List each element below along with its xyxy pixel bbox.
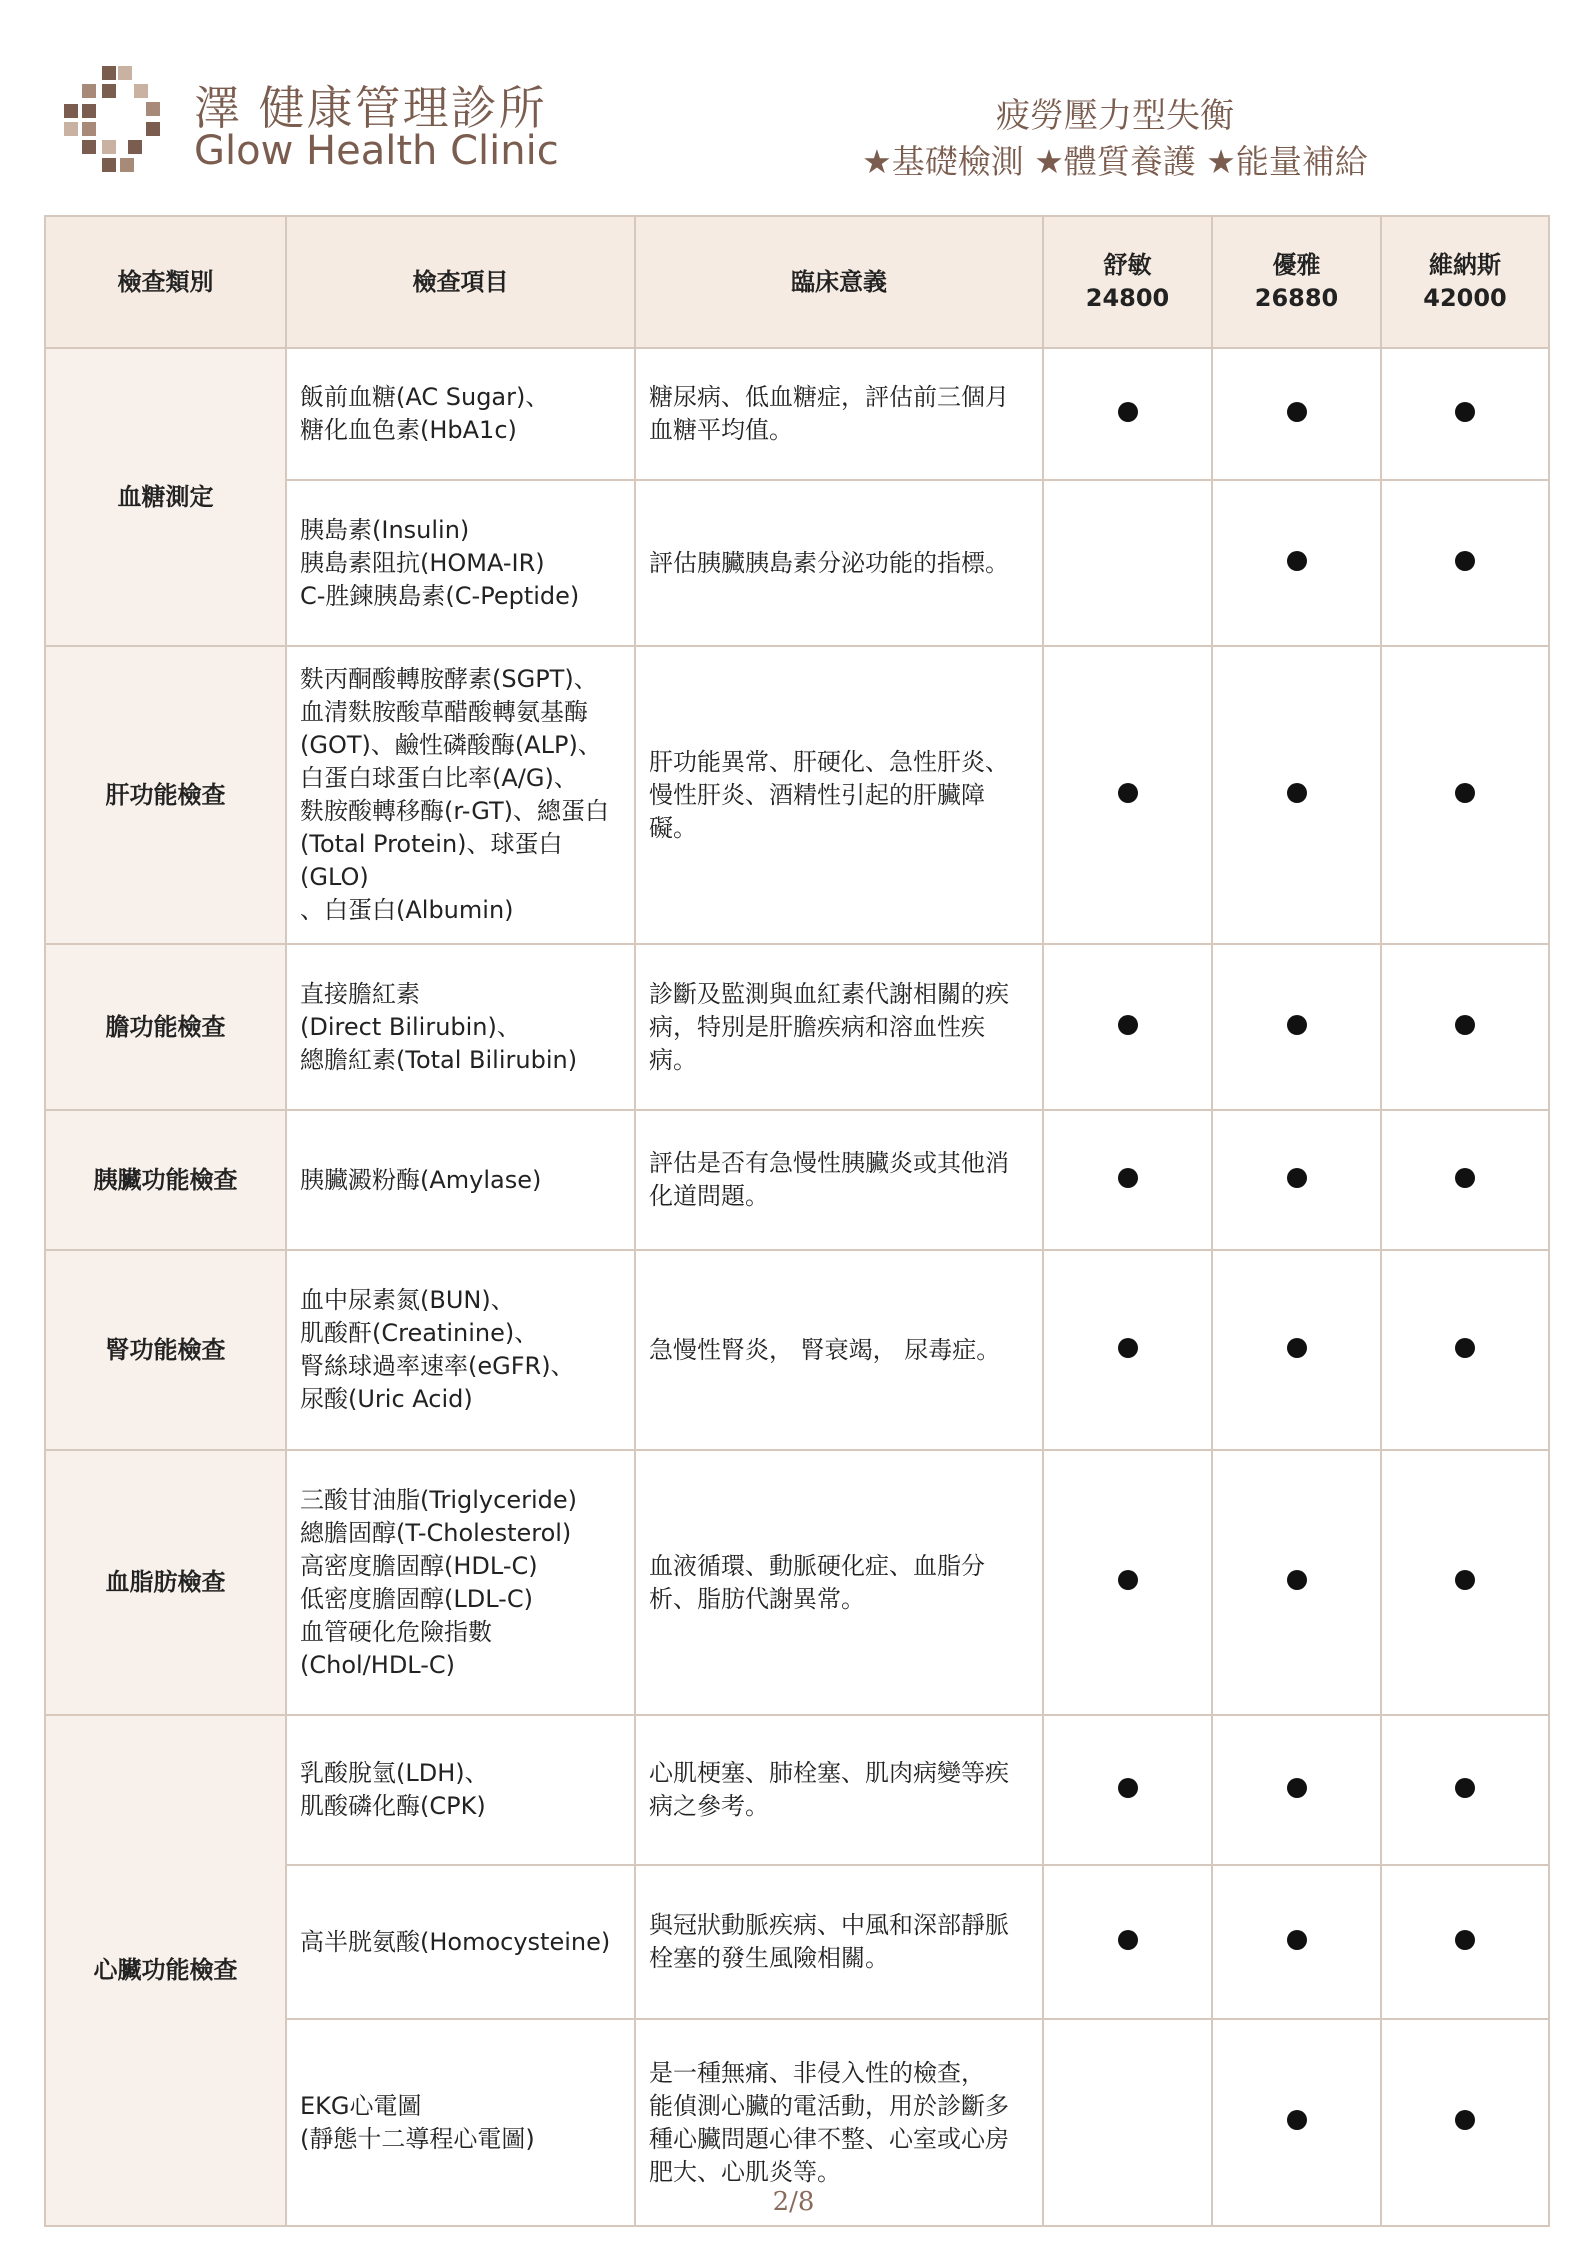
meaning-line: 是一種無痛、非侵入性的檢查， — [649, 2058, 985, 2087]
included-dot-icon — [1118, 783, 1138, 803]
table-row — [45, 1250, 1549, 1450]
included-dot-icon — [1118, 1930, 1138, 1950]
plan-price: 24800 — [1085, 284, 1170, 312]
included-dot-icon — [1287, 1338, 1307, 1358]
page-number: 2/8 — [772, 2187, 815, 2217]
plan-cell — [1381, 348, 1549, 480]
meaning-cell — [635, 1450, 1043, 1715]
table-row — [45, 1450, 1549, 1715]
plan-cell — [1043, 1450, 1212, 1715]
included-dot-icon — [1118, 1015, 1138, 1035]
meaning-line: 急慢性腎炎， 腎衰竭， 尿毒症。 — [649, 1335, 1001, 1364]
plan-name: 舒敏 — [1103, 251, 1152, 279]
column-header-category: 檢查類別 — [45, 216, 286, 348]
table-row — [45, 646, 1549, 944]
meaning-line: 評估胰臟胰島素分泌功能的指標。 — [649, 548, 1009, 577]
item-line: 乳酸脫氫(LDH)、 — [300, 1759, 489, 1787]
meaning-line: 病，特別是肝膽疾病和溶血性疾 — [649, 1012, 985, 1041]
meaning-line: 能偵測心臟的電活動，用於診斷多 — [649, 2091, 1009, 2120]
category-cell: 膽功能檢查 — [45, 944, 286, 1110]
meaning-line: 血液循環、動脈硬化症、血脂分 — [649, 1551, 985, 1580]
meaning-line: 糖尿病、低血糖症，評估前三個月 — [649, 383, 1009, 411]
item-line: 飯前血糖(AC Sugar)、 — [300, 383, 550, 411]
plan-cell — [1381, 1110, 1549, 1250]
included-dot-icon — [1287, 402, 1307, 422]
meaning-line: 種心臟問題心律不整、心室或心房 — [649, 2124, 1009, 2153]
table-header-row — [45, 216, 1549, 348]
plan-cell — [1043, 1250, 1212, 1450]
included-dot-icon — [1455, 1778, 1475, 1798]
meaning-line: 心肌梗塞、肺栓塞、肌肉病變等疾 — [649, 1759, 1009, 1787]
included-dot-icon — [1455, 1168, 1475, 1188]
item-line: 直接膽紅素 — [300, 979, 420, 1008]
meaning-line: 血糖平均值。 — [649, 416, 793, 444]
exam-table — [44, 215, 1550, 2227]
item-line: 總膽固醇(T-Cholesterol) — [300, 1518, 572, 1547]
table-row — [45, 1715, 1549, 1865]
item-cell — [286, 1250, 635, 1450]
included-dot-icon — [1455, 402, 1475, 422]
plan-cell — [1212, 1715, 1381, 1865]
included-dot-icon — [1287, 2110, 1307, 2130]
plan-cell — [1043, 348, 1212, 480]
item-line: (Total Protein)、球蛋白(GLO) — [300, 830, 563, 891]
item-line: 血清麩胺酸草醋酸轉氨基酶 — [300, 698, 588, 726]
category-cell: 肝功能檢查 — [45, 646, 286, 944]
included-dot-icon — [1118, 1168, 1138, 1188]
plan-cell — [1212, 1865, 1381, 2019]
item-line: 血管硬化危險指數 — [300, 1617, 492, 1646]
item-cell — [286, 944, 635, 1110]
item-line: 血中尿素氮(BUN)、 — [300, 1286, 515, 1314]
plan-name: 優雅 — [1272, 251, 1321, 279]
meaning-cell — [635, 480, 1043, 646]
table-row — [45, 1110, 1549, 1250]
item-line: 總膽紅素(Total Bilirubin) — [300, 1045, 578, 1074]
item-line: 麩丙酮酸轉胺酵素(SGPT)、 — [300, 665, 598, 693]
item-line: 低密度膽固醇(LDL-C) — [300, 1584, 533, 1613]
included-dot-icon — [1455, 1570, 1475, 1590]
meaning-line: 栓塞的發生風險相關。 — [649, 1944, 889, 1972]
category-cell: 心臟功能檢查 — [45, 1715, 286, 2226]
plan-cell — [1381, 480, 1549, 646]
meaning-cell — [635, 646, 1043, 944]
column-header-meaning: 臨床意義 — [635, 216, 1043, 348]
item-cell — [286, 1450, 635, 1715]
included-dot-icon — [1118, 1570, 1138, 1590]
plan-cell — [1212, 646, 1381, 944]
document-title: 疲勞壓力型失衡 — [996, 96, 1234, 136]
included-dot-icon — [1287, 783, 1307, 803]
plan-cell — [1212, 1110, 1381, 1250]
column-header-plan — [1043, 216, 1212, 348]
item-line: (GOT)、鹼性磷酸酶(ALP)、 — [300, 731, 602, 759]
included-dot-icon — [1287, 1778, 1307, 1798]
included-dot-icon — [1455, 551, 1475, 571]
plan-cell — [1381, 1450, 1549, 1715]
included-dot-icon — [1287, 1570, 1307, 1590]
meaning-line: 肝功能異常、肝硬化、急性肝炎、 — [649, 747, 1009, 776]
plan-cell — [1381, 646, 1549, 944]
brand-name-chinese: 澤 健康管理診所 — [194, 81, 547, 135]
item-line: 三酸甘油脂(Triglyceride) — [300, 1485, 577, 1514]
plan-cell — [1043, 944, 1212, 1110]
meaning-cell — [635, 1250, 1043, 1450]
item-line: 、白蛋白(Albumin) — [300, 896, 514, 924]
plan-cell — [1212, 944, 1381, 1110]
plan-price: 26880 — [1254, 284, 1339, 312]
included-dot-icon — [1287, 1168, 1307, 1188]
meaning-cell — [635, 1715, 1043, 1865]
included-dot-icon — [1287, 1015, 1307, 1035]
meaning-line: 病之參考。 — [649, 1792, 769, 1820]
included-dot-icon — [1287, 551, 1307, 571]
item-line: 胰臟澱粉酶(Amylase) — [300, 1165, 542, 1194]
meaning-cell — [635, 348, 1043, 480]
column-header-item: 檢查項目 — [286, 216, 635, 348]
item-line: 白蛋白球蛋白比率(A/G)、 — [300, 764, 578, 792]
category-cell: 血脂肪檢查 — [45, 1450, 286, 1715]
meaning-cell — [635, 944, 1043, 1110]
meaning-line: 析、脂肪代謝異常。 — [649, 1584, 865, 1613]
plan-cell — [1212, 1450, 1381, 1715]
included-dot-icon — [1455, 1930, 1475, 1950]
meaning-line: 診斷及監測與血紅素代謝相關的疾 — [649, 979, 1009, 1008]
item-cell — [286, 646, 635, 944]
item-cell — [286, 348, 635, 480]
plan-cell — [1212, 348, 1381, 480]
plan-cell — [1381, 1250, 1549, 1450]
item-line: 麩胺酸轉移酶(r-GT)、總蛋白 — [300, 797, 609, 825]
item-line: 高密度膽固醇(HDL-C) — [300, 1551, 538, 1580]
meaning-line: 慢性肝炎、酒精性引起的肝臟障 — [649, 780, 985, 809]
item-cell — [286, 1865, 635, 2019]
item-line: 糖化血色素(HbA1c) — [300, 416, 517, 444]
included-dot-icon — [1118, 1778, 1138, 1798]
cross-squares-logo-icon — [62, 64, 174, 176]
item-line: EKG心電圖 — [300, 2091, 422, 2120]
included-dot-icon — [1118, 402, 1138, 422]
table-row — [45, 348, 1549, 480]
item-line: 尿酸(Uric Acid) — [300, 1385, 473, 1413]
item-line: C-胜鍊胰島素(C-Peptide) — [300, 581, 580, 610]
meaning-line: 礙。 — [649, 813, 697, 842]
item-line: 肌酸酐(Creatinine)、 — [300, 1319, 539, 1347]
plan-cell — [1043, 480, 1212, 646]
item-line: (靜態十二導程心電圖) — [300, 2124, 535, 2153]
plan-name: 維納斯 — [1429, 251, 1501, 279]
plan-cell — [1381, 944, 1549, 1110]
plan-cell — [1043, 646, 1212, 944]
plan-cell — [1043, 1715, 1212, 1865]
item-line: 胰島素(Insulin) — [300, 515, 470, 544]
plan-cell — [1381, 1715, 1549, 1865]
meaning-cell — [635, 1865, 1043, 2019]
category-cell: 血糖測定 — [45, 348, 286, 646]
meaning-line: 與冠狀動脈疾病、中風和深部靜脈 — [649, 1911, 1009, 1939]
plan-cell — [1381, 1865, 1549, 2019]
meaning-line: 評估是否有急慢性胰臟炎或其他消 — [649, 1149, 1009, 1177]
plan-price: 42000 — [1423, 284, 1507, 312]
column-header-plan — [1381, 216, 1549, 348]
item-line: (Direct Bilirubin)、 — [300, 1012, 521, 1041]
document-subtitle: ★基礎檢測 ★體質養護 ★能量補給 — [862, 142, 1368, 181]
item-cell — [286, 480, 635, 646]
included-dot-icon — [1455, 1338, 1475, 1358]
plan-cell — [1043, 1110, 1212, 1250]
brand-name-english: Glow Health Clinic — [194, 128, 559, 174]
meaning-line: 化道問題。 — [649, 1182, 769, 1210]
table-row — [45, 944, 1549, 1110]
item-line: 胰島素阻抗(HOMA-IR) — [300, 548, 545, 577]
item-line: 腎絲球過率速率(eGFR)、 — [300, 1352, 575, 1380]
plan-cell — [1212, 1250, 1381, 1450]
included-dot-icon — [1455, 1015, 1475, 1035]
category-cell: 腎功能檢查 — [45, 1250, 286, 1450]
item-cell — [286, 1715, 635, 1865]
item-line: (Chol/HDL-C) — [300, 1650, 456, 1679]
meaning-line: 病。 — [649, 1045, 697, 1074]
plan-cell — [1043, 1865, 1212, 2019]
meaning-line: 肥大、心肌炎等。 — [649, 2157, 841, 2186]
item-cell — [286, 1110, 635, 1250]
category-cell: 胰臟功能檢查 — [45, 1110, 286, 1250]
plan-cell — [1212, 480, 1381, 646]
included-dot-icon — [1455, 2110, 1475, 2130]
item-line: 高半胱氨酸(Homocysteine) — [300, 1927, 611, 1956]
included-dot-icon — [1287, 1930, 1307, 1950]
item-line: 肌酸磷化酶(CPK) — [300, 1792, 486, 1820]
included-dot-icon — [1118, 1338, 1138, 1358]
column-header-plan — [1212, 216, 1381, 348]
meaning-cell — [635, 1110, 1043, 1250]
included-dot-icon — [1455, 783, 1475, 803]
